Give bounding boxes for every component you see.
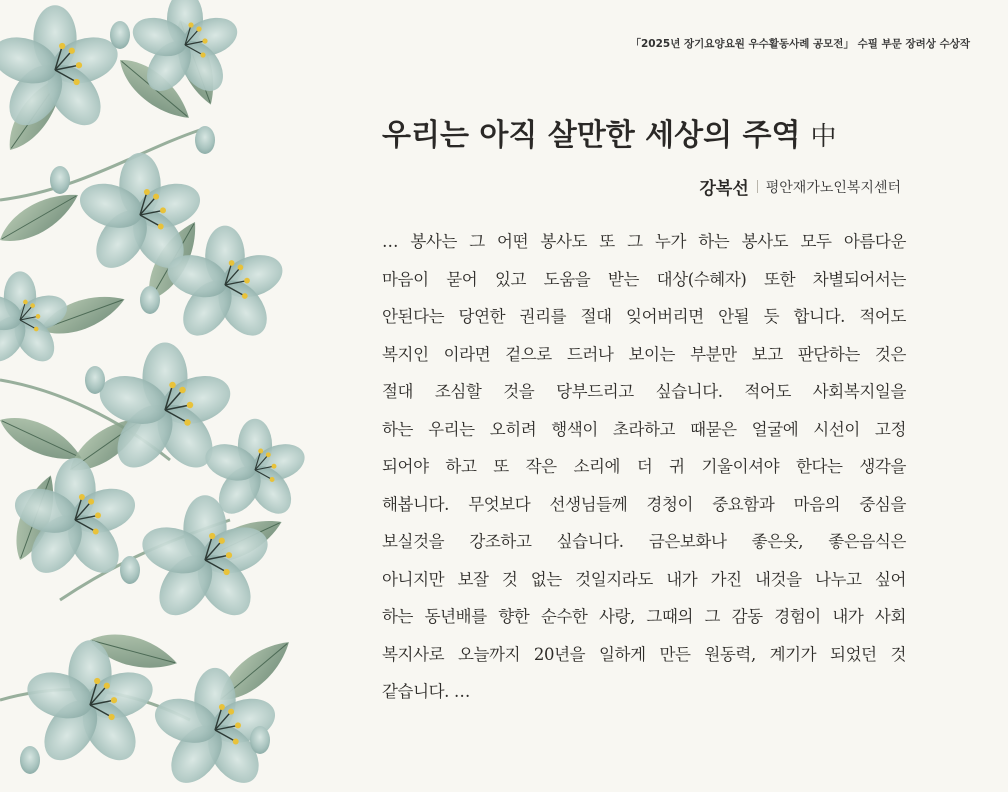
author-divider	[757, 180, 758, 193]
essay-line: 마음이 묻어 있고 도움을 받는 대상(수혜자) 또한 차별되어서는	[382, 269, 906, 289]
award-note: 「2025년 장기요양요원 우수활동사례 공모전」 수필 부문 장려상 수상작	[630, 38, 970, 50]
essay-title-text: 우리는 아직 살만한 세상의 주역	[382, 118, 801, 153]
essay-line: 보실것을 강조하고 싶습니다. 금은보화나 좋은옷, 좋은음식은	[382, 532, 906, 551]
essay-line: 아니지만 보잘 것 없는 것일지라도 내가 가진 내것을 나누고 싶어	[382, 569, 906, 589]
essay-line: 절대 조심할 것을 당부드리고 싶습니다. 적어도 사회복지일을	[382, 382, 906, 401]
essay-line: … 봉사는 그 어떤 봉사도 또 그 누가 하는 봉사도 모두 아름다운	[382, 232, 906, 251]
author-name: 강복선	[699, 179, 749, 199]
watercolor-floral-icon	[0, 0, 330, 792]
essay-line: 안된다는 당연한 권리를 절대 잊어버리면 안될 듯 합니다. 적어도	[382, 307, 906, 326]
title-excerpt-mark: 中	[810, 122, 837, 152]
essay-title	[382, 110, 837, 154]
essay-line: 하는 동년배를 향한 순수한 사랑, 그때의 그 감동 경험이 내가 사회	[382, 607, 906, 626]
essay-line: 복지인 이라면 겉으로 드러나 보이는 부분만 보고 판단하는 것은	[382, 344, 906, 364]
essay-body	[382, 223, 906, 711]
author-line	[699, 174, 901, 199]
essay-line: 되어야 하고 또 작은 소리에 더 귀 기울이셔야 한다는 생각을	[382, 457, 906, 476]
essay-line: 해봅니다. 무엇보다 선생님들께 경청이 중요함과 마음의 중심을	[382, 494, 906, 514]
essay-line: 같습니다. …	[382, 682, 470, 701]
author-organization: 평안재가노인복지센터	[765, 179, 901, 196]
essay-line: 하는 우리는 오히려 행색이 초라하고 때묻은 얼굴에 시선이 고정	[382, 419, 906, 439]
essay-line: 복지사로 오늘까지 20년을 일하게 만든 원동력, 계기가 되었던 것	[382, 644, 906, 664]
